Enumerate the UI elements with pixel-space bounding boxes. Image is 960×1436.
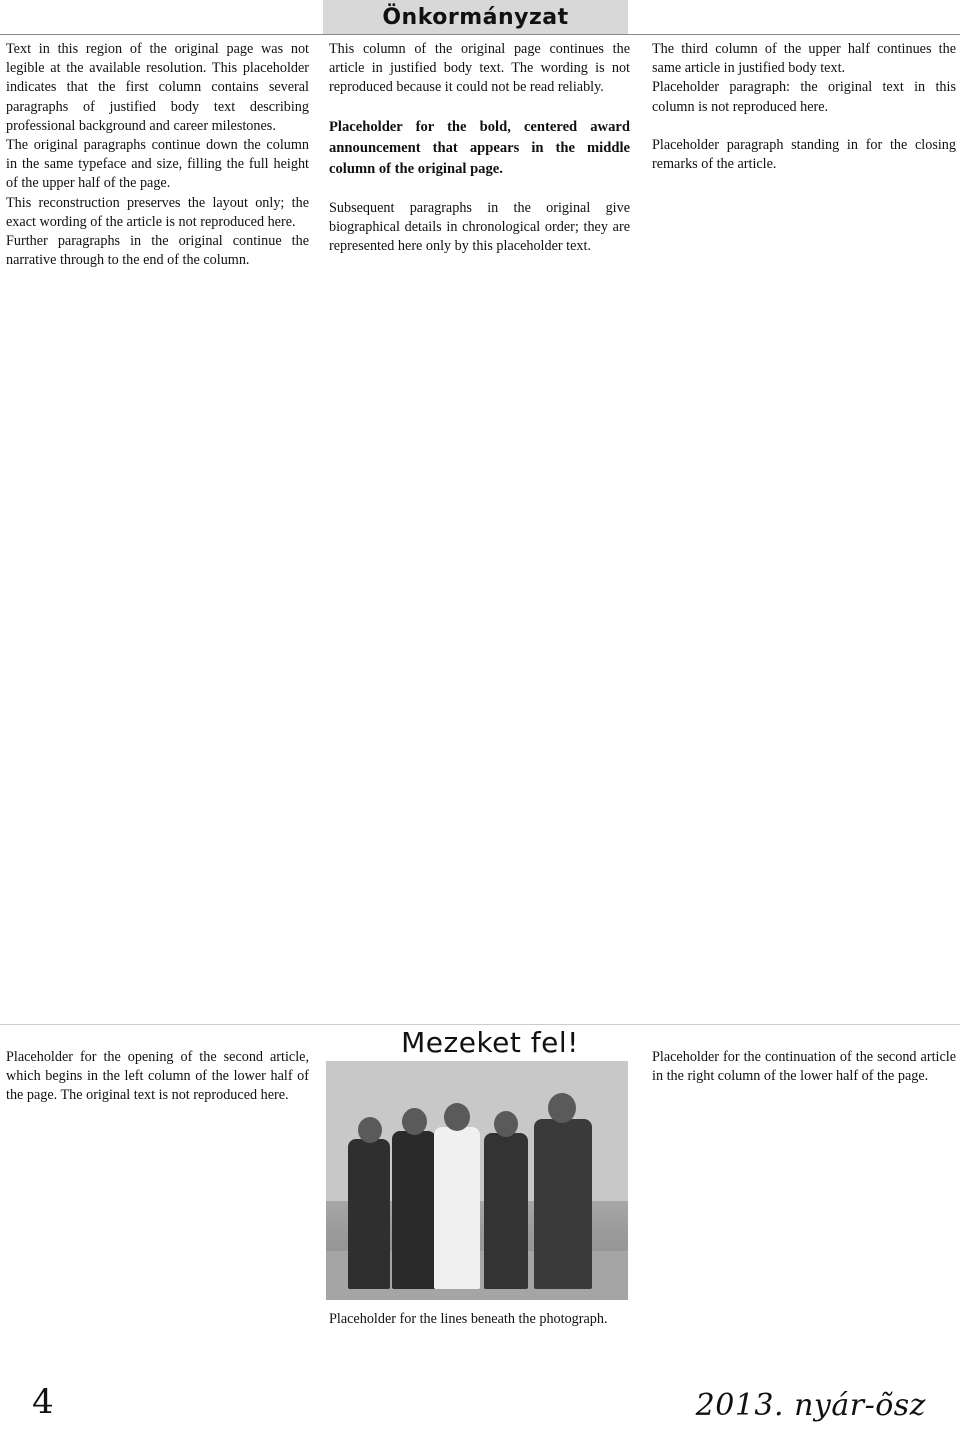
article-paragraph: Further paragraphs in the original continue the narrative through to the end of the column. — [6, 233, 309, 269]
article-paragraph: This column of the original page continues the article in justified body text. The wording is not reproduced because it could not be read reliably. — [329, 41, 630, 96]
photo-person — [348, 1139, 390, 1289]
article-paragraph: Placeholder paragraph standing in for the closing remarks of the article. — [652, 136, 956, 173]
article-paragraph: The original paragraphs continue down the column in the same typeface and size, filling the full height of the upper half of the page. — [6, 137, 309, 192]
article-paragraph: The third column of the upper half continues the same article in justified body text. — [652, 41, 956, 77]
article-paragraph: Placeholder paragraph: the original text in this column is not reproduced here. — [652, 79, 956, 115]
section-header — [323, 0, 628, 34]
article-column-middle — [329, 40, 630, 1015]
article-paragraph: Subsequent paragraphs in the original give biographical details in chronological order; they are represented here only by this placeholder text. — [329, 199, 630, 255]
photo-person-head — [358, 1117, 382, 1143]
section-header-title: Önkormányzat — [382, 4, 569, 30]
article-paragraph: Placeholder for the opening of the second article, which begins in the left column of the lower half of the page. The original text is not reproduced here. — [6, 1049, 309, 1104]
article2-column-middle — [329, 1310, 630, 1370]
award-announcement: Placeholder for the bold, centered award announcement that appears in the middle column of the original page. — [329, 118, 630, 177]
article2-column-left — [6, 1048, 309, 1370]
article-column-left — [6, 40, 309, 1010]
article-paragraph: This reconstruction preserves the layout only; the exact wording of the article is not reproduced here. — [6, 194, 309, 230]
header-rule — [0, 34, 960, 35]
photo-person — [534, 1119, 592, 1289]
article-column-right — [652, 40, 956, 600]
photo-person-head — [402, 1108, 427, 1135]
issue-date: 2013. nyár-õsz — [695, 1388, 926, 1423]
article-paragraph: Placeholder for the continuation of the second article in the right column of the lower half of the page. — [652, 1049, 956, 1085]
photo-person — [434, 1127, 480, 1289]
photo-person-head — [548, 1093, 576, 1123]
page-number: 4 — [32, 1382, 54, 1422]
section-divider — [0, 1024, 960, 1025]
article-paragraph: Placeholder for the lines beneath the photograph. — [329, 1311, 608, 1327]
section-title: Mezeket fel! — [401, 1026, 579, 1059]
article2-column-right — [652, 1048, 956, 1370]
photo-person-head — [494, 1111, 518, 1137]
photo-person — [392, 1131, 436, 1289]
photo-person-head — [444, 1103, 470, 1131]
team-photo — [326, 1061, 628, 1300]
photo-person — [484, 1133, 528, 1289]
article-paragraph: Text in this region of the original page was not legible at the available resolution. This placeholder indicates that the first column contains several paragraphs of justified body text describing professional background and career milestones. — [6, 41, 309, 134]
